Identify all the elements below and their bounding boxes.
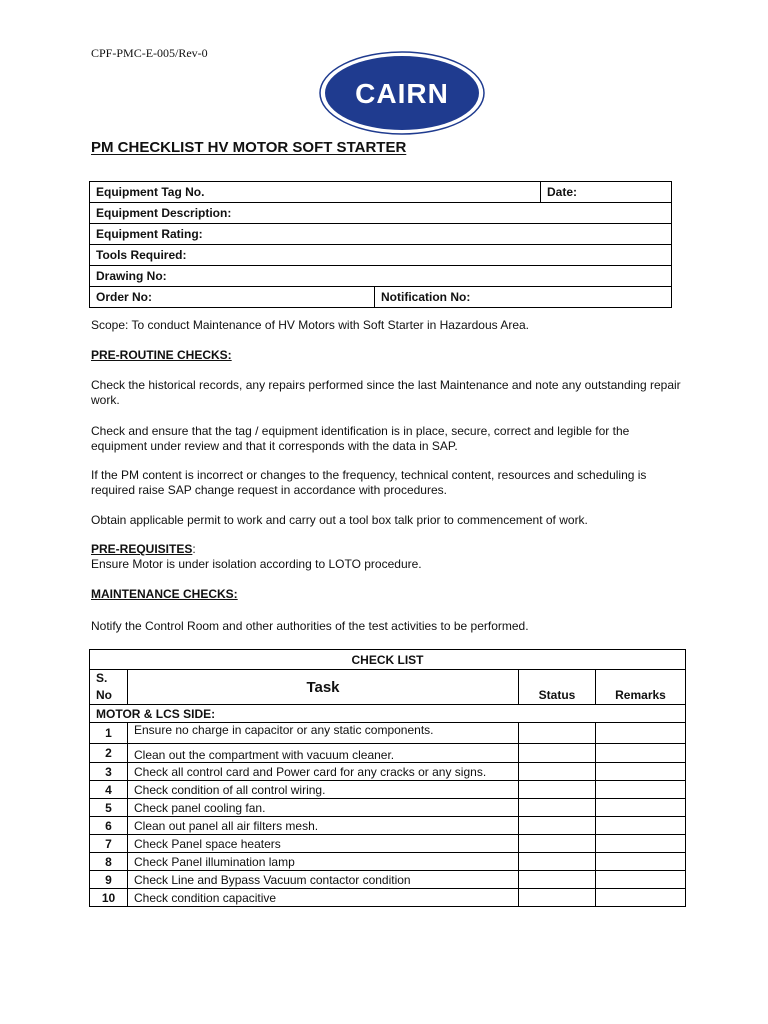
row-status-cell[interactable] bbox=[519, 723, 596, 744]
row-task: Clean out the compartment with vacuum cleaner. bbox=[128, 744, 519, 763]
row-number: 3 bbox=[90, 763, 128, 781]
table-row bbox=[90, 853, 686, 871]
checklist-section-row bbox=[90, 705, 686, 723]
prerequisites-heading: PRE-REQUISITES bbox=[91, 542, 193, 556]
table-row bbox=[90, 835, 686, 853]
row-number: 4 bbox=[90, 781, 128, 799]
column-header-task: Task bbox=[128, 670, 519, 705]
pre-routine-paragraph-3: If the PM content is incorrect or changes to the frequency, technical content, resources and scheduling is required raise SAP change request in accordance with procedures. bbox=[91, 468, 647, 497]
table-row bbox=[90, 799, 686, 817]
row-remarks-cell[interactable] bbox=[596, 871, 686, 889]
column-header-sno-line1: S. bbox=[96, 671, 108, 685]
prerequisites-block bbox=[91, 542, 681, 557]
row-remarks-cell[interactable] bbox=[596, 744, 686, 763]
row-status-cell[interactable] bbox=[519, 889, 596, 907]
drawing-no-label: Drawing No: bbox=[90, 266, 672, 287]
tools-required-label: Tools Required: bbox=[90, 245, 672, 266]
order-no-label: Order No: bbox=[90, 287, 375, 308]
row-task: Check Panel illumination lamp bbox=[128, 853, 519, 871]
row-number: 7 bbox=[90, 835, 128, 853]
equipment-info-table bbox=[89, 181, 672, 308]
row-remarks-cell[interactable] bbox=[596, 799, 686, 817]
row-status-cell[interactable] bbox=[519, 835, 596, 853]
row-number: 8 bbox=[90, 853, 128, 871]
row-number: 2 bbox=[90, 744, 128, 763]
table-row bbox=[90, 781, 686, 799]
row-remarks-cell[interactable] bbox=[596, 763, 686, 781]
equipment-description-label: Equipment Description: bbox=[90, 203, 672, 224]
row-number: 5 bbox=[90, 799, 128, 817]
row-remarks-cell[interactable] bbox=[596, 835, 686, 853]
maintenance-checks-heading: MAINTENANCE CHECKS: bbox=[91, 587, 238, 601]
pre-routine-paragraph-2: Check and ensure that the tag / equipment identification is in place, secure, correct and legible for the equipment under review and that it corresponds with the data in SAP. bbox=[91, 424, 630, 453]
row-task: Ensure no charge in capacitor or any static components. bbox=[128, 723, 519, 744]
row-number: 6 bbox=[90, 817, 128, 835]
row-number: 10 bbox=[90, 889, 128, 907]
table-row bbox=[90, 889, 686, 907]
row-remarks-cell[interactable] bbox=[596, 781, 686, 799]
info-row bbox=[90, 203, 672, 224]
row-status-cell[interactable] bbox=[519, 763, 596, 781]
cairn-logo bbox=[319, 51, 485, 140]
row-number: 1 bbox=[90, 723, 128, 744]
table-row bbox=[90, 871, 686, 889]
pre-routine-paragraph-4: Obtain applicable permit to work and carry out a tool box talk prior to commencement of work. bbox=[91, 513, 588, 527]
row-task: Clean out panel all air filters mesh. bbox=[128, 817, 519, 835]
column-header-sno bbox=[90, 670, 128, 705]
row-status-cell[interactable] bbox=[519, 781, 596, 799]
section-motor-lcs: MOTOR & LCS SIDE: bbox=[90, 705, 686, 723]
row-remarks-cell[interactable] bbox=[596, 817, 686, 835]
prerequisites-colon: : bbox=[192, 542, 196, 556]
row-task: Check condition capacitive bbox=[128, 889, 519, 907]
checklist-table bbox=[89, 649, 686, 907]
pre-routine-paragraph-1: Check the historical records, any repairs performed since the last Maintenance and note any outstanding repair work. bbox=[91, 378, 681, 407]
info-row bbox=[90, 245, 672, 266]
page-title: PM CHECKLIST HV MOTOR SOFT STARTER bbox=[91, 139, 407, 156]
row-number: 9 bbox=[90, 871, 128, 889]
table-row bbox=[90, 744, 686, 763]
checklist-title-row bbox=[90, 650, 686, 670]
prerequisites-text: Ensure Motor is under isolation according to LOTO procedure. bbox=[91, 557, 422, 571]
row-status-cell[interactable] bbox=[519, 744, 596, 763]
notification-no-label: Notification No: bbox=[375, 287, 672, 308]
column-header-remarks: Remarks bbox=[596, 670, 686, 705]
scope-text: Scope: To conduct Maintenance of HV Motors with Soft Starter in Hazardous Area. bbox=[91, 318, 530, 332]
info-row bbox=[90, 224, 672, 245]
column-header-sno-line2: No bbox=[96, 688, 112, 702]
row-remarks-cell[interactable] bbox=[596, 889, 686, 907]
svg-text:CAIRN: CAIRN bbox=[355, 78, 449, 109]
row-status-cell[interactable] bbox=[519, 853, 596, 871]
info-row bbox=[90, 266, 672, 287]
row-status-cell[interactable] bbox=[519, 817, 596, 835]
maintenance-checks-text: Notify the Control Room and other authorities of the test activities to be performed. bbox=[91, 619, 529, 633]
row-status-cell[interactable] bbox=[519, 871, 596, 889]
equipment-rating-label: Equipment Rating: bbox=[90, 224, 672, 245]
column-header-status: Status bbox=[519, 670, 596, 705]
row-task: Check Line and Bypass Vacuum contactor condition bbox=[128, 871, 519, 889]
row-remarks-cell[interactable] bbox=[596, 853, 686, 871]
table-row bbox=[90, 723, 686, 744]
document-reference: CPF-PMC-E-005/Rev-0 bbox=[91, 46, 208, 60]
row-task: Check panel cooling fan. bbox=[128, 799, 519, 817]
date-label: Date: bbox=[541, 182, 672, 203]
row-task: Check Panel space heaters bbox=[128, 835, 519, 853]
pre-routine-heading: PRE-ROUTINE CHECKS: bbox=[91, 348, 232, 362]
row-task: Check all control card and Power card for any cracks or any signs. bbox=[128, 763, 519, 781]
table-row bbox=[90, 817, 686, 835]
row-task: Check condition of all control wiring. bbox=[128, 781, 519, 799]
info-row bbox=[90, 182, 672, 203]
checklist-title: CHECK LIST bbox=[90, 650, 686, 670]
row-remarks-cell[interactable] bbox=[596, 723, 686, 744]
info-row bbox=[90, 287, 672, 308]
row-status-cell[interactable] bbox=[519, 799, 596, 817]
cairn-logo-graphic bbox=[319, 51, 485, 135]
table-row bbox=[90, 763, 686, 781]
equipment-tag-label: Equipment Tag No. bbox=[90, 182, 541, 203]
checklist-header-row bbox=[90, 670, 686, 705]
